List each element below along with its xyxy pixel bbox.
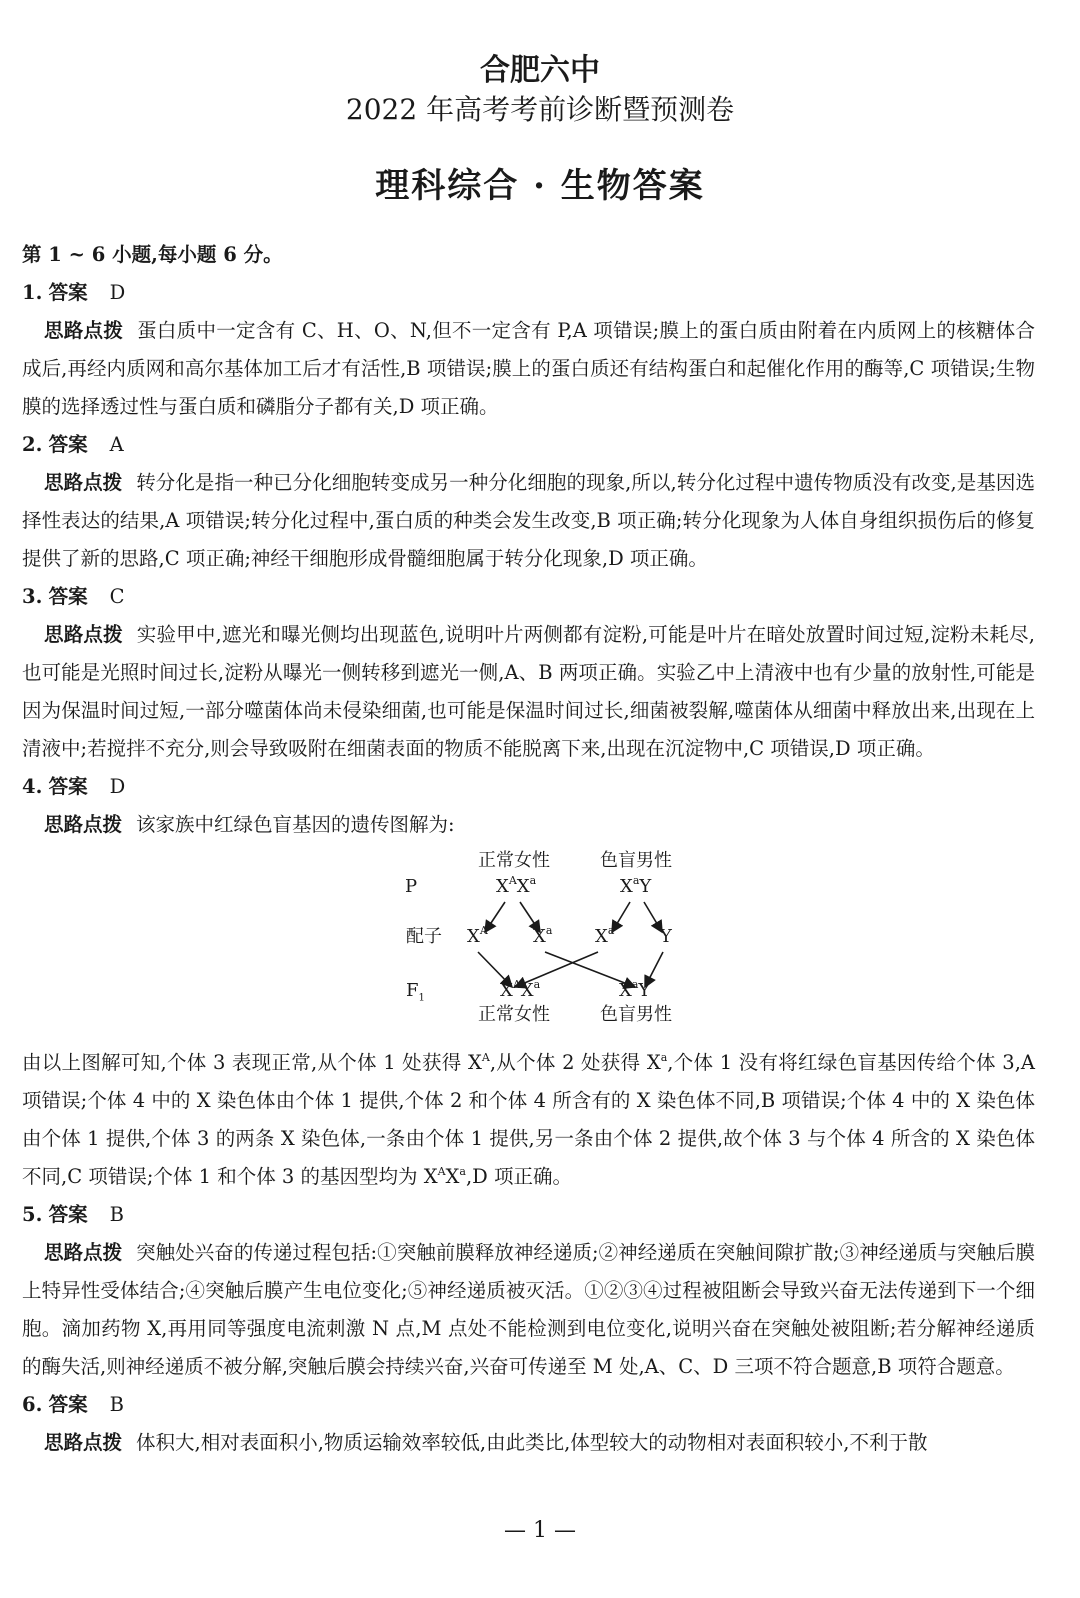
question-6-answer: 6. 答案 B — [22, 1393, 124, 1416]
f1-male-label: 色盲男性 — [600, 1004, 672, 1025]
p-generation-label: P — [405, 876, 418, 897]
answer-content — [22, 236, 1035, 1462]
question-4-conclusion: 由以上图解可知,个体 3 表现正常,从个体 1 处获得 $X^A$,从个体 2 处获得 $X^a$,个体 1 没有将红绿色盲基因传给个体 3,A 项错误;个体 4 中的 X 染色体由个体 1 提供,个体 2 和个体 4 所含有的 X 染色体不同,B 项错误;个体 4 中的 X 染色体由个体 1 提供,个体 3 的两条 X 染色体,一条由个体 1 提供,另一条由个体 2 提供,故个体 3 与个体 4 所含的 X 染色体不同,C 项错误;个体 1 和个体 3 的基因型均为 $X^AX^a,D$ 项正确。 — [22, 1051, 1035, 1188]
p-male-genotype: $X^aY$ — [620, 874, 652, 897]
gamete-label: 配子 — [406, 926, 442, 947]
p-female-genotype: $X^AX^a$ — [496, 874, 537, 897]
question-5-explanation: 思路点拨 突触处兴奋的传递过程包括:①突触前膜释放神经递质;②神经递质在突触间隙扩散;③神经递质与突触后膜上特异性受体结合;④突触后膜产生电位变化;⑤神经递质被灭活。①②③④过程被阻断会导致兴奋无法传递到下一个细胞。滴加药物 X,再用同等强度电流刺激 N 点,M 点处不能检测到电位变化,说明兴奋在突触处被阻断;若分解神经递质的酶失活,则神经递质不被分解,突触后膜会持续兴奋,兴奋可传递至 M 处,A、C、D 三项不符合题意,B 项符合题意。 — [22, 1241, 1035, 1378]
school-title: 合肥六中 — [480, 53, 600, 88]
gamete-Xa-female: $X^a$ — [533, 924, 553, 947]
f1-generation-label: $F_1$ — [406, 980, 425, 1004]
question-1-answer: 1. 答案 D — [22, 281, 126, 304]
inheritance-diagram — [22, 844, 1035, 1044]
arrow-p-female-to-XA — [485, 902, 505, 932]
f1-female-genotype: $X^AX^a$ — [500, 978, 541, 1001]
gamete-XA: $X^A$ — [467, 924, 488, 947]
exam-title: 2022 年高考考前诊断暨预测卷 — [345, 93, 735, 126]
question-3-answer: 3. 答案 C — [22, 585, 125, 608]
subject-title: 理科综合 · 生物答案 — [375, 166, 705, 206]
arrow-p-male-to-Xa — [612, 902, 630, 932]
question-2-explanation: 思路点拨 转分化是指一种已分化细胞转变成另一种分化细胞的现象,所以,转分化过程中遗传物质没有改变,是基因选择性表达的结果,A 项错误;转分化过程中,蛋白质的种类会发生改变,B 项正确;转分化现象为人体自身组织损伤后的修复提供了新的思路,C 项正确;神经干细胞形成骨髓细胞属于转分化现象,D 项正确。 — [22, 471, 1035, 570]
gamete-Xa-male: $X^a$ — [595, 924, 615, 947]
f1-female-label: 正常女性 — [478, 1004, 550, 1025]
question-4-answer: 4. 答案 D — [22, 775, 126, 798]
section-intro: 第 1 ~ 6 小题,每小题 6 分。 — [22, 243, 283, 266]
f1-male-genotype: $X^aY$ — [619, 978, 651, 1001]
question-3-explanation: 思路点拨 实验甲中,遮光和曝光侧均出现蓝色,说明叶片两侧都有淀粉,可能是叶片在暗处放置时间过短,淀粉未耗尽,也可能是光照时间过长,淀粉从曝光一侧转移到遮光一侧,A、B 两项正确。实验乙中上清液中也有少量的放射性,可能是因为保温时间过短,一部分噬菌体尚未侵染细菌,也可能是保温时间过长,细菌被裂解,噬菌体从细菌中释放出来,出现在上清液中;若搅拌不充分,则会导致吸附在细菌表面的物质不能脱离下来,出现在沉淀物中,C 项错误,D 项正确。 — [22, 623, 1035, 760]
question-5-answer: 5. 答案 B — [22, 1203, 124, 1226]
question-6-explanation: 思路点拨 体积大,相对表面积小,物质运输效率较低,由此类比,体型较大的动物相对表面积较小,不利于散 — [44, 1431, 928, 1454]
p-female-label: 正常女性 — [478, 850, 550, 871]
page-number: — 1 — — [504, 1518, 576, 1543]
question-4-explanation: 思路点拨 该家族中红绿色盲基因的遗传图解为: — [44, 813, 455, 836]
question-2-answer: 2. 答案 A — [22, 433, 124, 456]
question-1-explanation: 思路点拨 蛋白质中一定含有 C、H、O、N,但不一定含有 P,A 项错误;膜上的蛋白质由附着在内质网上的核糖体合成后,再经内质网和高尔基体加工后才有活性,B 项错误;膜上的蛋白质还有结构蛋白和起催化作用的酶等,C 项错误;生物膜的选择透过性与蛋白质和磷脂分子都有关,D 项正确。 — [22, 319, 1035, 418]
p-male-label: 色盲男性 — [600, 850, 672, 871]
gamete-Y: Y — [660, 926, 672, 947]
